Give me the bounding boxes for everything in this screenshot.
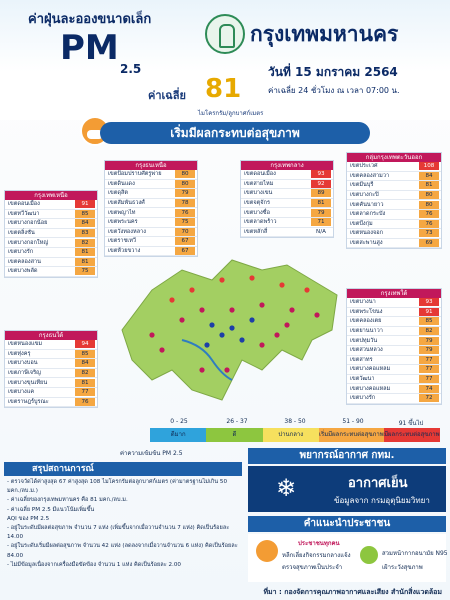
- weather-source: ข้อมูลจาก กรมอุตุนิยมวิทยา: [334, 496, 430, 505]
- summary-line: - ค่าเฉลี่ยของกรุงเทพมหานคร คือ 81 มคก./ลบ.ม.: [7, 497, 128, 504]
- district-name: เขตพระโขนง: [350, 308, 383, 315]
- district-value: 75: [175, 218, 195, 226]
- advice-line-4: เฝ้าระวังสุขภาพ: [382, 564, 423, 571]
- district-row: [105, 208, 197, 218]
- district-name: เขตสะพานสูง: [350, 240, 383, 247]
- average-time: ค่าเฉลี่ย 24 ชั่วโมง ณ เวลา 07:00 น.: [268, 86, 400, 95]
- zone-panel-thonburi-south: [4, 330, 98, 408]
- advice-line-2: ตรวจสุขภาพเป็นประจำ: [282, 564, 343, 571]
- district-row: [5, 229, 97, 239]
- legend-range: 91 ขึ้นไป: [398, 420, 424, 427]
- district-row: [347, 346, 441, 356]
- district-row: [347, 162, 441, 172]
- district-name: เขตบางคอแหลม: [350, 385, 391, 392]
- district-row: [241, 218, 333, 228]
- weather-box: [248, 466, 446, 512]
- station-marker: [239, 337, 244, 342]
- station-marker: [209, 322, 214, 327]
- district-row: [5, 340, 97, 350]
- district-value: 79: [419, 346, 439, 354]
- zone-panel-north: [4, 190, 98, 278]
- zone-title: กรุงธนใต้: [5, 331, 97, 340]
- district-row: [347, 229, 441, 239]
- district-row: [347, 394, 441, 404]
- bma-seal-icon: [205, 14, 245, 54]
- district-value: 81: [75, 248, 95, 256]
- station-marker: [229, 307, 234, 312]
- district-name: เขตสัมพันธวงศ์: [108, 200, 145, 207]
- district-row: [5, 248, 97, 258]
- average-unit: ไมโครกรัม/ลูกบาศก์เมตร: [198, 110, 264, 117]
- district-row: [5, 369, 97, 379]
- district-value: 82: [419, 327, 439, 335]
- district-row: [241, 228, 333, 238]
- station-marker: [279, 282, 284, 287]
- district-row: [347, 375, 441, 385]
- district-value: 67: [175, 237, 195, 245]
- snowflake-icon: ❄: [276, 474, 297, 502]
- district-row: [347, 308, 441, 318]
- legend-levels: [150, 428, 440, 442]
- station-marker: [249, 275, 254, 280]
- legend-level: เริ่มมีผลกระทบต่อสุขภาพ: [319, 428, 384, 442]
- district-value: 77: [75, 388, 95, 396]
- district-value: 72: [419, 394, 439, 402]
- header: [0, 0, 450, 120]
- district-value: 77: [419, 356, 439, 364]
- district-value: 77: [419, 375, 439, 383]
- district-name: เขตหลักสี่: [244, 228, 268, 235]
- weather-condition: อากาศเย็น: [348, 476, 408, 491]
- station-marker: [229, 325, 234, 330]
- district-value: 84: [75, 359, 95, 367]
- district-row: [347, 327, 441, 337]
- zone-title: กรุงเทพเหนือ: [5, 191, 97, 200]
- legend-level: มีผลกระทบต่อสุขภาพ: [384, 428, 440, 442]
- district-name: เขตประเวศ: [350, 163, 378, 170]
- district-row: [347, 172, 441, 182]
- district-name: เขตราชเทวี: [108, 238, 137, 245]
- advice-group: ประชาชนทุกคน: [298, 540, 340, 547]
- district-name: เขตบางขุนเทียน: [8, 379, 48, 386]
- district-value: N/A: [311, 228, 331, 236]
- district-row: [241, 189, 333, 199]
- district-row: [5, 258, 97, 268]
- summary-line: - อยู่ในระดับเริ่มมีผลต่อสุขภาพ จำนวน 42 แห่ง (ลดลงจากเมื่อวานจำนวน 6 แห่ง) คิดเป็นร้อยละ 84.00: [7, 543, 238, 559]
- zone-panel-south: [346, 288, 442, 405]
- district-name: เขตบางรัก: [8, 249, 34, 256]
- legend-range: 51 - 90: [342, 418, 364, 425]
- weather-title: พยากรณ์อากาศ กทม.: [248, 448, 446, 464]
- advice-title: คำแนะนำประชาชน: [248, 516, 446, 532]
- district-value: 81: [75, 379, 95, 387]
- district-name: เขตยานนาวา: [350, 328, 383, 335]
- advice-box: [248, 534, 446, 582]
- station-marker: [249, 317, 254, 322]
- district-value: 93: [419, 298, 439, 306]
- district-name: เขตวัฒนา: [350, 376, 375, 383]
- summary-line: AQI ของ PM 2.5: [7, 515, 50, 522]
- station-marker: [314, 312, 319, 317]
- district-name: เขตราษฎร์บูรณะ: [8, 398, 49, 405]
- district-name: เขตดินแดง: [108, 180, 135, 187]
- district-value: 85: [419, 317, 439, 325]
- district-name: เขตวังทองหลาง: [108, 228, 147, 235]
- district-name: เขตพระนคร: [108, 219, 138, 226]
- summary-line: - อยู่ในระดับมีผลต่อสุขภาพ จำนวน 7 แห่ง (เพิ่มขึ้นจากเมื่อวานจำนวน 7 แห่ง) คิดเป็นร้อยละ 14.00: [7, 525, 230, 541]
- district-row: [241, 199, 333, 209]
- district-name: เขตบางรัก: [350, 395, 376, 402]
- district-row: [5, 219, 97, 229]
- district-value: 82: [75, 369, 95, 377]
- station-marker: [169, 297, 174, 302]
- district-name: เขตพญาไท: [108, 209, 136, 216]
- district-name: เขตสายไหม: [244, 180, 274, 187]
- district-name: เขตมีนบุรี: [350, 182, 374, 189]
- district-row: [347, 210, 441, 220]
- district-name: เขตป้อมปราบศัตรูพ่าย: [108, 171, 162, 178]
- district-value: 78: [175, 199, 195, 207]
- district-row: [5, 267, 97, 277]
- person-icon: [256, 540, 278, 562]
- top-title: ค่าฝุ่นละอองขนาดเล็ก: [28, 12, 152, 27]
- district-name: เขตหนองแขม: [8, 341, 43, 348]
- district-name: เขตภาษีเจริญ: [8, 370, 41, 377]
- station-marker: [219, 277, 224, 282]
- district-value: 92: [311, 180, 331, 188]
- district-row: [5, 378, 97, 388]
- district-row: [105, 237, 197, 247]
- legend-ranges: [150, 418, 440, 428]
- zone-title: กรุงเทพกลาง: [241, 161, 333, 170]
- district-row: [105, 189, 197, 199]
- district-value: 70: [175, 228, 195, 236]
- district-value: 82: [75, 239, 95, 247]
- district-name: เขตบึงกุ่ม: [350, 220, 373, 227]
- district-name: เขตคลองเตย: [350, 318, 382, 325]
- district-name: เขตคันนายาว: [350, 201, 384, 208]
- district-value: 75: [75, 267, 95, 275]
- district-name: เขตคลองสามวา: [350, 172, 390, 179]
- station-marker: [219, 332, 224, 337]
- summary-line: - ไม่มีข้อมูลเนื่องจากเครื่องมือขัดข้อง จำนวน 1 แห่ง คิดเป็นร้อยละ 2.00: [7, 561, 181, 568]
- district-value: 89: [311, 189, 331, 197]
- district-row: [347, 317, 441, 327]
- district-value: 81: [75, 258, 95, 266]
- district-value: 80: [419, 201, 439, 209]
- pm-subscript: 2.5: [120, 62, 142, 76]
- district-value: 76: [75, 398, 95, 406]
- district-value: 84: [75, 219, 95, 227]
- average-label: ค่าเฉลี่ย: [148, 89, 186, 102]
- summary-line: - ตรวจวัดได้ค่าสูงสุด 67 ค่าสูงสุด 108 ไมโครกรัมต่อลูกบาศก์เมตร (ค่ามาตรฐานไม่เกิน 50 มคก./ลบ.ม.): [7, 479, 228, 495]
- district-name: เขตหนองจอก: [350, 230, 383, 237]
- advice-line-3: สวมหน้ากากอนามัย N95: [382, 550, 448, 557]
- station-marker: [274, 332, 279, 337]
- station-marker: [199, 307, 204, 312]
- station-marker: [199, 367, 204, 372]
- district-row: [5, 210, 97, 220]
- district-name: เขตบางคอแหลม: [350, 366, 391, 373]
- station-marker: [259, 342, 264, 347]
- district-value: 80: [175, 180, 195, 188]
- district-name: เขตสวนหลวง: [350, 347, 383, 354]
- district-name: เขตสาทร: [350, 356, 373, 363]
- district-row: [347, 298, 441, 308]
- district-name: เขตลาดพร้าว: [244, 219, 277, 226]
- district-name: เขตทุ่งครุ: [8, 350, 31, 357]
- district-value: 84: [419, 172, 439, 180]
- district-value: 69: [419, 239, 439, 247]
- station-marker: [149, 332, 154, 337]
- district-name: เขตคลองสาน: [8, 258, 42, 265]
- station-marker: [259, 302, 264, 307]
- district-value: 85: [75, 350, 95, 358]
- district-value: 94: [75, 340, 95, 348]
- pm-title: PM: [60, 28, 119, 68]
- district-value: 108: [419, 162, 439, 170]
- district-value: 93: [311, 170, 331, 178]
- district-value: 81: [311, 199, 331, 207]
- district-name: เขตบางแค: [8, 389, 35, 396]
- district-name: เขตบางกะปิ: [350, 192, 379, 199]
- bangkok-map: [112, 250, 342, 410]
- district-row: [5, 388, 97, 398]
- zone-panel-central: [240, 160, 334, 238]
- district-row: [347, 181, 441, 191]
- station-marker: [284, 322, 289, 327]
- district-name: เขตบางพลัด: [8, 268, 38, 275]
- district-row: [5, 359, 97, 369]
- district-row: [105, 228, 197, 238]
- district-name: เขตบางบอน: [8, 360, 38, 367]
- station-marker: [189, 287, 194, 292]
- district-row: [105, 180, 197, 190]
- district-row: [5, 200, 97, 210]
- district-value: 80: [419, 191, 439, 199]
- district-name: เขตดุสิต: [108, 190, 129, 197]
- district-name: เขตดอนเมือง: [244, 171, 276, 178]
- district-value: 79: [419, 337, 439, 345]
- district-row: [347, 200, 441, 210]
- district-row: [347, 191, 441, 201]
- report-date: วันที่ 15 มกราคม 2564: [268, 65, 398, 79]
- district-value: 79: [311, 209, 331, 217]
- station-marker: [159, 347, 164, 352]
- district-value: 76: [419, 210, 439, 218]
- zone-title: กลุ่มกรุงเทพตะวันออก: [347, 153, 441, 162]
- mask-advice-icon: [360, 546, 378, 564]
- district-row: [5, 350, 97, 360]
- legend-range: 38 - 50: [284, 418, 306, 425]
- district-value: 79: [175, 189, 195, 197]
- district-value: 91: [419, 308, 439, 316]
- source-footer: ที่มา : กองจัดการคุณภาพอากาศและเสียง สำนักสิ่งแวดล้อม: [0, 585, 450, 600]
- legend-level: ปานกลาง: [263, 428, 319, 442]
- station-marker: [289, 307, 294, 312]
- district-row: [347, 384, 441, 394]
- district-row: [105, 170, 197, 180]
- legend-range: 0 - 25: [170, 418, 188, 425]
- district-name: เขตปทุมวัน: [350, 337, 378, 344]
- district-name: เขตบางนา: [350, 299, 376, 306]
- summary-body: [4, 476, 242, 582]
- district-row: [5, 398, 97, 408]
- district-row: [347, 336, 441, 346]
- district-name: เขตจตุจักร: [244, 200, 270, 207]
- district-value: 76: [175, 209, 195, 217]
- district-value: 85: [75, 210, 95, 218]
- district-name: เขตบางกอกน้อย: [8, 220, 48, 227]
- district-name: เขตบางเขน: [244, 190, 273, 197]
- district-value: 76: [419, 220, 439, 228]
- summary-line: - ค่าเฉลี่ย PM 2.5 มีแนวโน้มเพิ่มขึ้น: [7, 506, 95, 513]
- zone-title: กรุงธนเหนือ: [105, 161, 197, 170]
- district-row: [105, 199, 197, 209]
- district-name: เขตบางกอกใหญ่: [8, 239, 49, 246]
- district-name: เขตดอนเมือง: [8, 201, 40, 208]
- zone-panel-east: [346, 152, 442, 249]
- district-value: 67: [175, 247, 195, 255]
- district-value: 73: [419, 229, 439, 237]
- district-row: [347, 239, 441, 249]
- station-marker: [304, 287, 309, 292]
- district-value: 74: [419, 385, 439, 393]
- district-name: เขตตลิ่งชัน: [8, 230, 35, 237]
- district-row: [347, 356, 441, 366]
- advice-line-1: หลีกเลี่ยงกิจกรรมกลางแจ้ง: [282, 552, 351, 559]
- station-marker: [204, 342, 209, 347]
- district-value: 77: [419, 365, 439, 373]
- district-row: [241, 170, 333, 180]
- legend-range: 26 - 37: [226, 418, 248, 425]
- district-value: 80: [175, 170, 195, 178]
- zone-panel-thonburi-north: [104, 160, 198, 257]
- district-name: เขตบางซื่อ: [244, 209, 270, 216]
- district-row: [241, 180, 333, 190]
- legend-caption: ค่าความเข้มข้น PM 2.5: [120, 450, 183, 457]
- district-row: [347, 220, 441, 230]
- district-value: 83: [75, 229, 95, 237]
- district-name: เขตห้วยขวาง: [108, 248, 141, 255]
- district-row: [241, 208, 333, 218]
- health-banner: เริ่มมีผลกระทบต่อสุขภาพ: [100, 122, 370, 144]
- district-value: 91: [75, 200, 95, 208]
- district-name: เขตทวีวัฒนา: [8, 210, 40, 217]
- average-value: 81: [205, 74, 242, 104]
- district-name: เขตลาดกระบัง: [350, 211, 386, 218]
- station-marker: [224, 367, 229, 372]
- district-value: 71: [311, 218, 331, 226]
- legend-level: ดีมาก: [150, 428, 206, 442]
- zone-title: กรุงเทพใต้: [347, 289, 441, 298]
- legend-level: ดี: [206, 428, 262, 442]
- city-title: กรุงเทพมหานคร: [250, 22, 399, 46]
- station-marker: [179, 317, 184, 322]
- district-value: 81: [419, 181, 439, 189]
- summary-title: สรุปสถานการณ์: [4, 462, 242, 476]
- district-row: [5, 238, 97, 248]
- district-row: [347, 365, 441, 375]
- district-row: [105, 218, 197, 228]
